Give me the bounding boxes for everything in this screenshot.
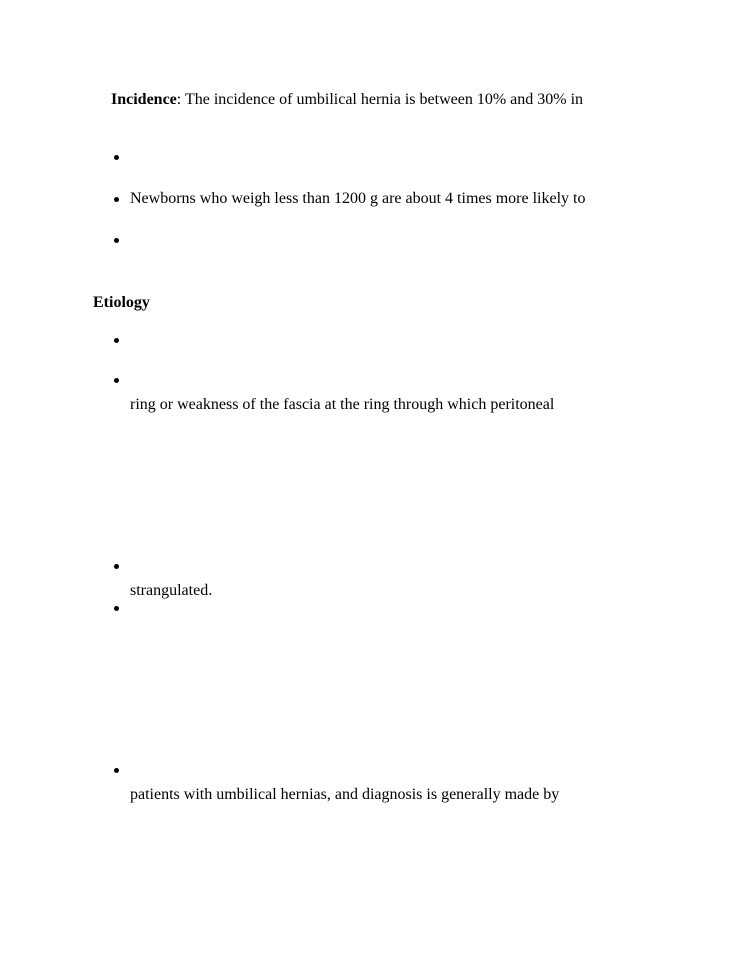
incidence-paragraph — [111, 90, 583, 109]
incidence-bullet-3 — [114, 238, 119, 243]
incidence-bullet-2-text: Newborns who weigh less than 1200 g are about 4 times more likely to — [130, 190, 586, 207]
etiology-bullet-3-text: strangulated. — [130, 582, 213, 599]
incidence-bullet-2 — [114, 197, 119, 202]
incidence-text: : The incidence of umbilical hernia is between 10% and 30% in — [176, 91, 584, 108]
etiology-bullet-4 — [114, 606, 119, 611]
etiology-bullet-1 — [114, 338, 119, 343]
etiology-bullet-5-text: patients with umbilical hernias, and diagnosis is generally made by — [130, 786, 560, 803]
incidence-bullet-1 — [114, 155, 119, 160]
etiology-heading: Etiology — [93, 294, 150, 311]
etiology-bullet-5 — [114, 768, 119, 773]
etiology-bullet-3 — [114, 564, 119, 569]
etiology-bullet-2-text: ring or weakness of the fascia at the ring through which peritoneal — [130, 396, 555, 413]
incidence-label: Incidence — [111, 91, 177, 108]
etiology-bullet-2 — [114, 378, 119, 383]
